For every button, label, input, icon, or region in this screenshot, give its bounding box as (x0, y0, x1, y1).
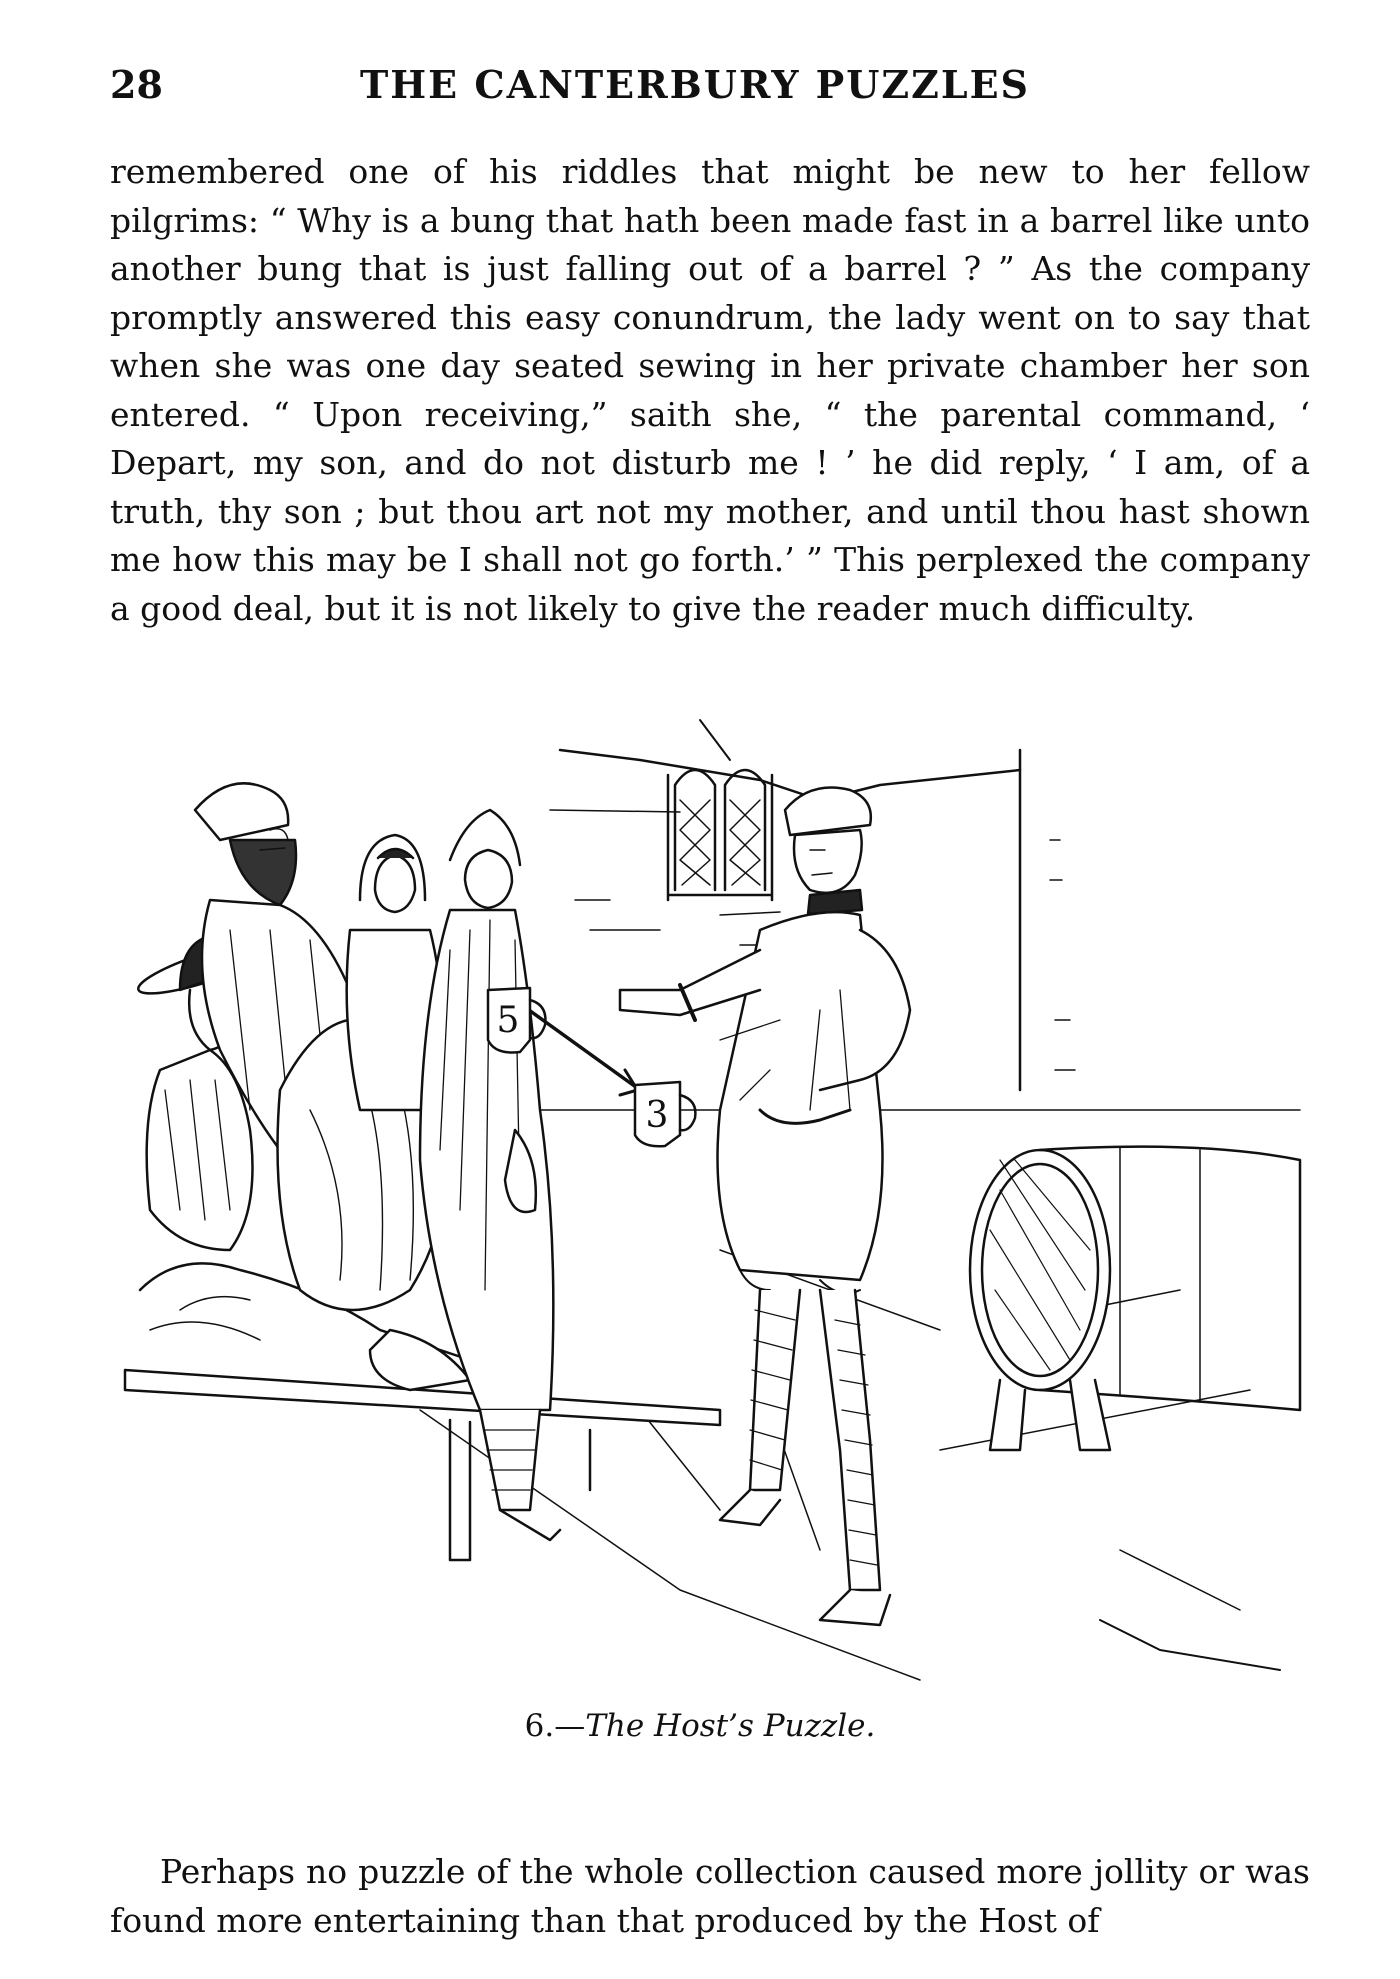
caption-title: The Host’s Puzzle. (585, 1708, 876, 1744)
body-paragraph-1: remembered one of his riddles that might be new to her fellow pilgrims: “ Why is a bung that hath been made fast in a barrel like unto another bung that is just falling out of a barrel ? ” As the company promptly answered this easy conundrum, the lady went on to say that when she was one day seated sewing in her private chamber her son entered. “ Upon receiving,” saith she, “ the parental command, ‘ Depart, my son, and do not disturb me ! ’ he did reply, ‘ I am, of a truth, thy son ; but thou art not my mother, and until thou hast shown me how this may be I shall not go forth.’ ” This perplexed the company a good deal, but it is not likely to give the reader much difficulty. (110, 152, 1310, 628)
mug-five (488, 988, 545, 1053)
mug-three (635, 1082, 695, 1146)
figure-caption (0, 1708, 1400, 1744)
mug-five-label: 5 (496, 1000, 520, 1041)
running-title: THE CANTERBURY PUZZLES (360, 62, 1030, 107)
page-header (110, 58, 1310, 118)
caption-number: 6.— (524, 1708, 586, 1744)
page-number: 28 (110, 62, 163, 107)
body-paragraph-2: Perhaps no puzzle of the whole collection caused more jollity or was found more entertaining than that produced by the Host of (110, 1852, 1310, 1940)
hosts-puzzle-illustration (120, 690, 1310, 1690)
pilgrim-with-staff (420, 810, 655, 1540)
seated-pilgrims (134, 783, 470, 1390)
mug-three-label: 3 (645, 1095, 669, 1136)
leaded-window (668, 770, 772, 900)
